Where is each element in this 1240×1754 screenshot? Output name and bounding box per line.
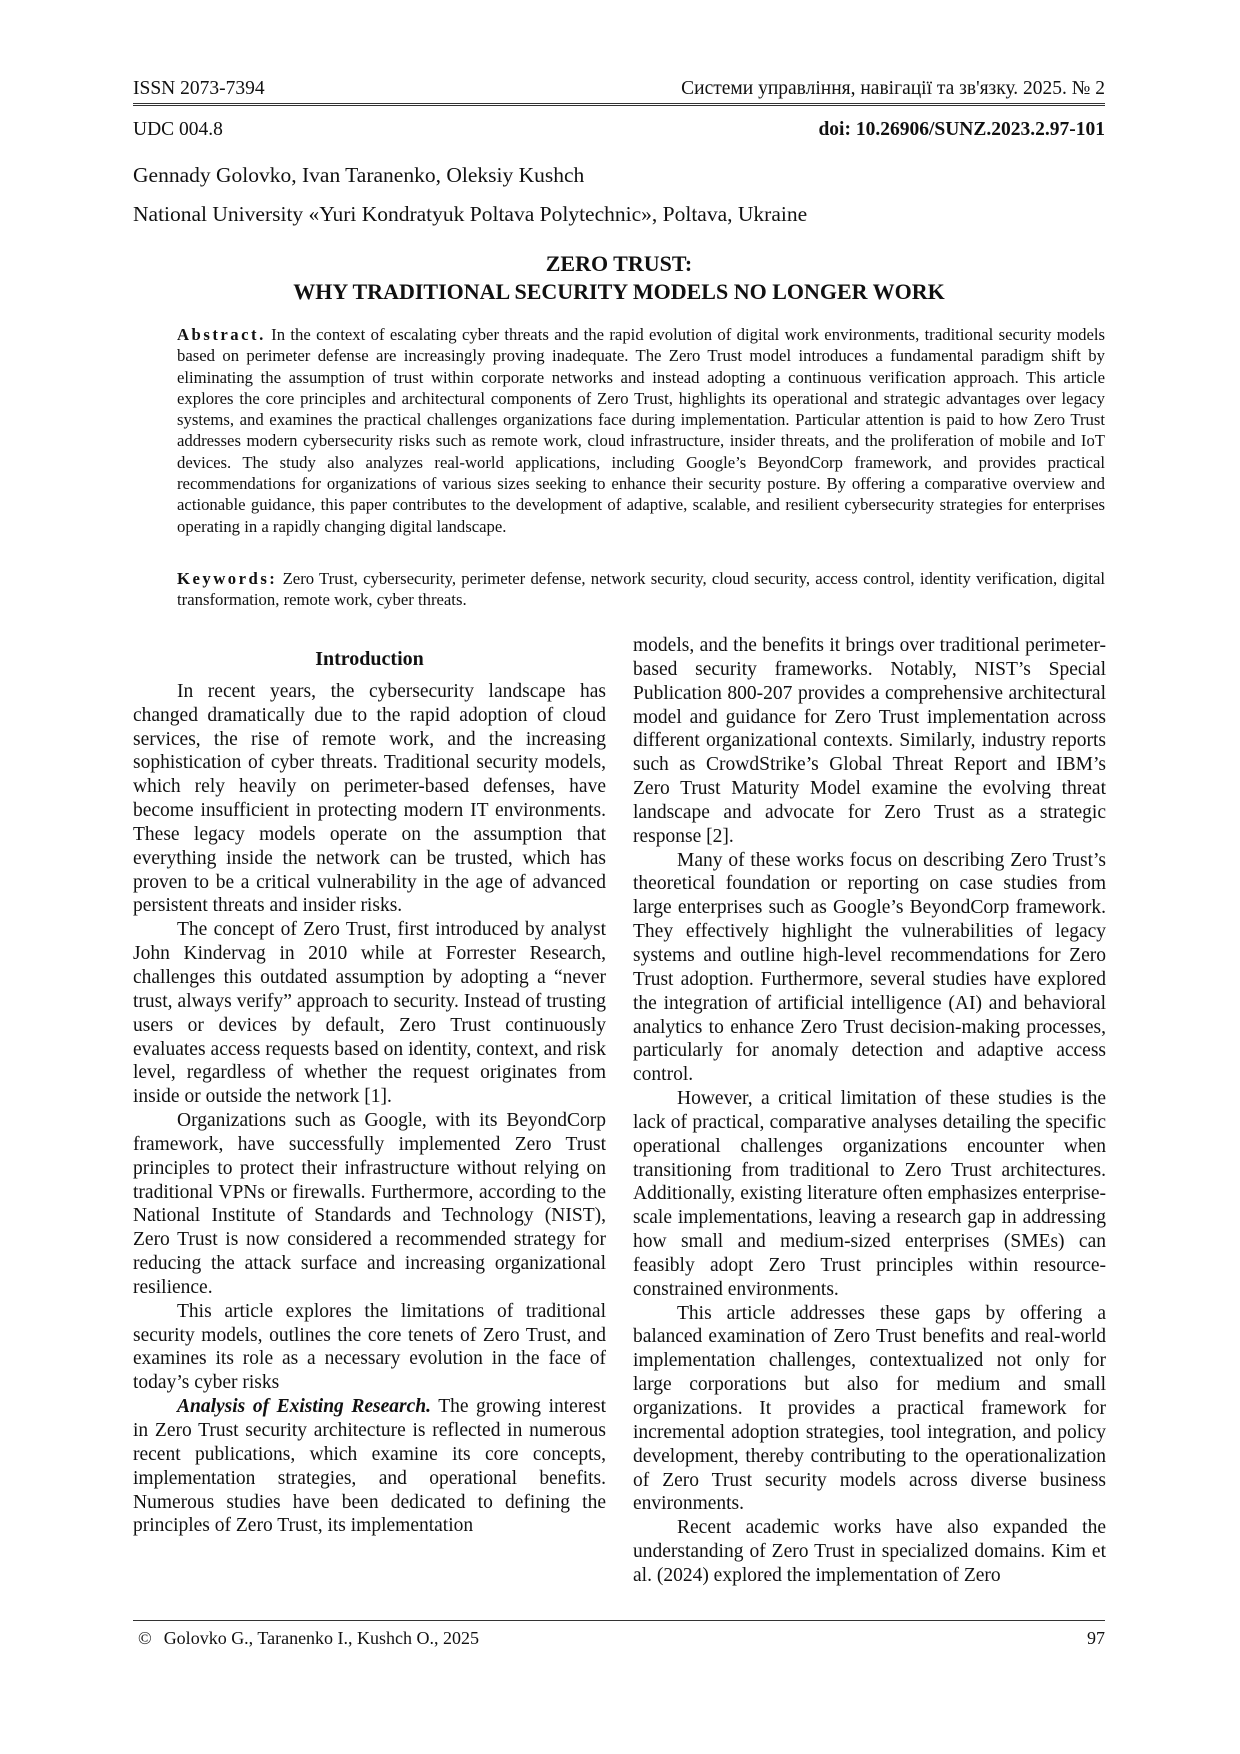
paragraph: Recent academic works have also expanded the understanding of Zero Trust in specialized domains. Kim et al. (2024) explored the implementation of Zero bbox=[633, 1517, 1106, 1586]
run-in-heading-analysis: Analysis of Existing Research. bbox=[177, 1396, 431, 1418]
copyright-text: Golovko G., Taranenko I., Kushch O., 2025 bbox=[163, 1628, 480, 1648]
paragraph: In recent years, the cybersecurity landscape has changed dramatically due to the rapid adoption of cloud services, the rise of remote work, and the increasing sophistication of cyber threats. Traditional security models, which rely heavily on perimeter-based defenses, have become insufficient in protecting modern IT environments. These legacy models operate on the assumption that everything inside the network can be trusted, which has proven to be a critical vulnerability in the age of advanced persistent threats and insider risks. bbox=[133, 680, 606, 917]
paper-title bbox=[133, 250, 1105, 306]
body-column-left bbox=[133, 634, 606, 1538]
journal-name: Системи управління, навігації та зв'язку. 2025. № 2 bbox=[681, 78, 1105, 99]
running-header bbox=[133, 76, 1105, 100]
page-footer bbox=[133, 1628, 1105, 1649]
paragraph: However, a critical limitation of these studies is the lack of practical, comparative analyses detailing the specific operational challenges organizations encounter when transitioning from traditional to Zero Trust architectures. Additionally, existing literature often emphasizes enterprise-scale implementations, leaving a research gap in addressing how small and medium-sized enterprises (SMEs) can feasibly adopt Zero Trust principles within resource-constrained environments. bbox=[633, 1088, 1106, 1300]
affiliation: National University «Yuri Kondratyuk Poltava Polytechnic», Poltava, Ukraine bbox=[133, 202, 808, 226]
keywords bbox=[177, 568, 1105, 611]
copyright-symbol: © bbox=[138, 1628, 152, 1648]
copyright bbox=[133, 1628, 479, 1649]
footer-divider bbox=[133, 1620, 1105, 1621]
paragraph: This article explores the limitations of traditional security models, outlines the core tenets of Zero Trust, and examines its role as a necessary evolution in the face of today’s cyber risks bbox=[133, 1300, 606, 1394]
title-line-2: WHY TRADITIONAL SECURITY MODELS NO LONGER WORK bbox=[293, 279, 945, 304]
udc-doi-row bbox=[133, 119, 1105, 141]
header-divider bbox=[133, 103, 1105, 106]
paragraph: Many of these works focus on describing Zero Trust’s theoretical foundation or reporting on case studies from large enterprises such as Google’s BeyondCorp framework. They effectively highlight the vulnerabilities of legacy systems and outline high-level recommendations for Zero Trust adoption. Furthermore, several studies have explored the integration of artificial intelligence (AI) and behavioral analytics to enhance Zero Trust decision-making processes, particularly for anomaly detection and adaptive access control. bbox=[633, 849, 1106, 1086]
abstract-text: In the context of escalating cyber threats and the rapid evolution of digital work environments, traditional security models based on perimeter defense are increasingly proving inadequate. The Zero Trust model introduces a fundamental paradigm shift by eliminating the assumption of trust within corporate networks and instead adopting a continuous verification approach. This article explores the core principles and architectural components of Zero Trust, highlights its operational and strategic advantages over legacy systems, and examines the practical challenges organizations face during implementation. Particular attention is paid to how Zero Trust addresses modern cybersecurity risks such as remote work, cloud infrastructure, insider threats, and the proliferation of mobile and IoT devices. The study also analyzes real-world applications, including Google’s BeyondCorp framework, and provides practical recommendations for organizations of various sizes seeking to enhance their security posture. By offering a comparative overview and actionable guidance, this paper contributes to the development of adaptive, scalable, and resilient cybersecurity strategies for enterprises operating in a rapidly changing digital landscape. bbox=[177, 325, 1105, 536]
paragraph-analysis bbox=[133, 1395, 606, 1538]
paragraph: models, and the benefits it brings over traditional perimeter-based security frameworks. Notably, NIST’s Special Publication 800-207 provides a comprehensive architectural model and guidance for Zero Trust implementation across different organizational contexts. Similarly, industry reports such as CrowdStrike’s Global Threat Report and IBM’s Zero Trust Maturity Model examine the evolving threat landscape and advocate for Zero Trust as a strategic response [2]. bbox=[633, 635, 1106, 847]
abstract-label: Abstract. bbox=[177, 325, 266, 344]
paragraph: This article addresses these gaps by offering a balanced examination of Zero Trust benefits and real-world implementation challenges, contextualized not only for large corporations but also for medium and small organizations. It provides a practical framework for incremental adoption strategies, tool integration, and policy development, thereby contributing to the operationalization of Zero Trust security models across diverse business environments. bbox=[633, 1302, 1106, 1515]
udc-code: UDC 004.8 bbox=[133, 119, 223, 140]
section-heading-introduction: Introduction bbox=[315, 648, 424, 670]
body-column-right bbox=[633, 634, 1106, 1588]
issn: ISSN 2073-7394 bbox=[133, 78, 265, 99]
paragraph-text: The growing interest in Zero Trust security architecture is reflected in numerous recent publications, which examine its core concepts, implementation strategies, and operational benefits. Numerous studies have been dedicated to defining the principles of Zero Trust, its implementation bbox=[133, 1396, 606, 1537]
doi: doi: 10.26906/SUNZ.2023.2.97-101 bbox=[818, 119, 1105, 140]
abstract bbox=[177, 324, 1105, 537]
paragraph: The concept of Zero Trust, first introduced by analyst John Kindervag in 2010 while at Forrester Research, challenges this outdated assumption by adopting a “never trust, always verify” approach to security. Instead of trusting users or devices by default, Zero Trust continuously evaluates access requests based on identity, context, and risk level, regardless of whether the request originates from inside or outside the network [1]. bbox=[133, 919, 606, 1108]
keywords-text: Zero Trust, cybersecurity, perimeter defense, network security, cloud security, access control, identity verification, digital transformation, remote work, cyber threats. bbox=[177, 569, 1105, 610]
page-number: 97 bbox=[1087, 1628, 1105, 1648]
authors: Gennady Golovko, Ivan Taranenko, Oleksiy Kushch bbox=[133, 163, 585, 187]
title-line-1: ZERO TRUST: bbox=[545, 251, 693, 276]
paragraph: Organizations such as Google, with its BeyondCorp framework, have successfully implemented Zero Trust principles to protect their infrastructure without relying on traditional VPNs or firewalls. Furthermore, according to the National Institute of Standards and Technology (NIST), Zero Trust is now considered a recommended strategy for reducing the attack surface and increasing organizational resilience. bbox=[133, 1110, 606, 1298]
keywords-label: Keywords: bbox=[177, 569, 278, 588]
